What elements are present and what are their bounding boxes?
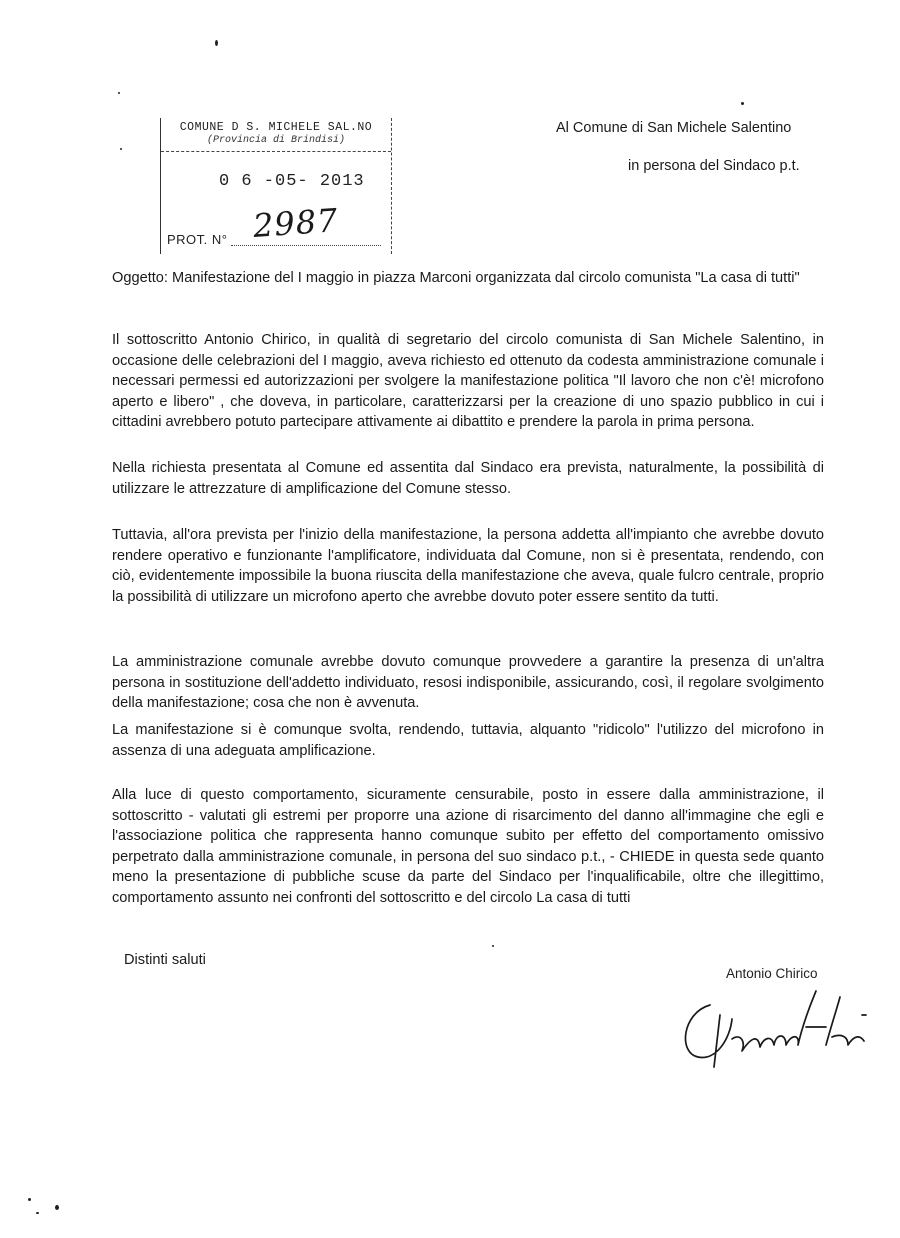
protocol-stamp xyxy=(160,118,392,254)
scan-speck xyxy=(28,1198,31,1201)
recipient-line-1: Al Comune di San Michele Salentino xyxy=(556,120,792,136)
letter-paragraph: La manifestazione si è comunque svolta, rendendo, tuttavia, alquanto "ridicolo" l'utilizzo del microfono in assenza di una adeguata amplificazione. xyxy=(112,722,824,759)
handwritten-signature xyxy=(676,975,886,1070)
stamp-province: (Provincia di Brindisi) xyxy=(206,135,346,146)
letter-paragraph: Il sottoscritto Antonio Chirico, in qualità di segretario del circolo comunista di San Michele Salentino, in occasione delle celebrazioni del I maggio, aveva richiesto ed ottenuto da codesta amministrazione comunale i necessari permessi ed autorizzazioni per svolgere la manifestazione politica "Il lavoro che non c'è! microfono aperto e libero" , che doveva, in particolare, caratterizzarsi per la creazione di uno spazio pubblico in cui i cittadini avrebbero potuto partecipare attivamente ai dibattito e prendere la parola in prima persona. xyxy=(112,332,824,430)
stamp-office-name: COMUNE D S. MICHELE SAL.NO xyxy=(179,121,373,134)
scan-speck xyxy=(120,148,122,150)
scan-speck xyxy=(492,945,494,947)
scan-speck xyxy=(215,40,218,46)
letter-paragraph: Alla luce di questo comportamento, sicuramente censurabile, posto in essere dalla amministrazione, il sottoscritto - valutati gli estremi per proporre una azione di risarcimento del danno all'immagine che egli e l'associazione politica che rappresenta hanno comunque subito per effetto del comportamento omissivo perpetrato dalla amministrazione comunale, in persona del suo sindaco p.t., - CHIEDE in questa sede quanto meno la presentazione di pubbliche scuse da parte del Sindaco per l'inqualificabile, oltre che illegittimo, comportamento assunto nei confronti del sottoscritto e del circolo La casa di tutti xyxy=(112,787,824,906)
scan-speck xyxy=(55,1205,59,1210)
closing-salutation: Distinti saluti xyxy=(124,952,206,968)
letter-paragraph: La amministrazione comunale avrebbe dovuto comunque provvedere a garantire la presenza di un'altra persona in sostituzione dell'addetto individuato, resosi indisponibile, assicurando, così, il regolare svolgimento della manifestazione; cosa che non è avvenuta. xyxy=(112,654,824,711)
stamp-header xyxy=(161,118,391,152)
protocol-number-handwritten: 2987 xyxy=(251,201,340,245)
letter-paragraph: Nella richiesta presentata al Comune ed assentita dal Sindaco era prevista, naturalmente, la possibilità di utilizzare le attrezzature di amplificazione del Comune stesso. xyxy=(112,460,824,497)
protocol-dotted-line xyxy=(231,245,381,246)
stamp-date: 0 6 -05- 2013 xyxy=(219,172,365,191)
signer-name: Antonio Chirico xyxy=(726,966,818,981)
recipient-line-2: in persona del Sindaco p.t. xyxy=(628,158,800,174)
scan-speck xyxy=(118,92,120,94)
scan-speck xyxy=(741,102,744,105)
letter-paragraph: Tuttavia, all'ora prevista per l'inizio della manifestazione, la persona addetta all'impianto che avrebbe dovuto rendere operativo e funzionante l'amplificatore, individuata dal Comune, non si è presentata, rendendo, con ciò, evidentemente impossibile la buona riuscita della manifestazione che aveva, quale fulcro centrale, proprio la possibilità di utilizzare un microfono aperto che avrebbe dovuto poter essere sentito da tutti. xyxy=(112,527,824,605)
letter-subject: Oggetto: Manifestazione del I maggio in piazza Marconi organizzata dal circolo comunista "La casa di tutti" xyxy=(112,270,800,286)
scan-speck xyxy=(36,1212,39,1214)
protocol-label: PROT. N° xyxy=(167,232,228,247)
